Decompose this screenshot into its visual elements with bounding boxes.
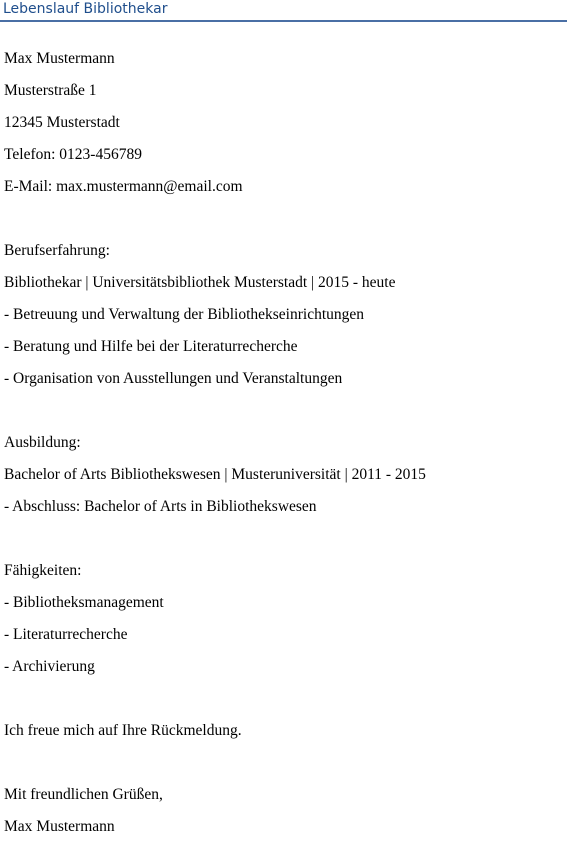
education-heading: Ausbildung: [4, 434, 81, 451]
experience-heading: Berufserfahrung: [4, 242, 110, 259]
spacer [4, 529, 560, 561]
contact-city: 12345 Musterstadt [4, 114, 120, 131]
contact-email: E-Mail: max.mustermann@email.com [4, 178, 243, 195]
experience-item: - Organisation von Ausstellungen und Veranstaltungen [4, 370, 343, 387]
contact-name: Max Mustermann [4, 50, 115, 67]
closing-greeting: Mit freundlichen Grüßen, [4, 786, 163, 803]
document-title: Lebenslauf Bibliothekar [3, 1, 168, 17]
closing-text: Ich freue mich auf Ihre Rückmeldung. [4, 722, 242, 739]
experience-position: Bibliothekar | Universitätsbibliothek Musterstadt | 2015 - heute [4, 274, 396, 291]
education-degree: Bachelor of Arts Bibliothekswesen | Musteruniversität | 2011 - 2015 [4, 466, 426, 483]
spacer [4, 753, 560, 785]
document-body [4, 49, 560, 849]
contact-street: Musterstraße 1 [4, 82, 97, 99]
experience-item: - Beratung und Hilfe bei der Literaturrecherche [4, 338, 298, 355]
skills-item: - Literaturrecherche [4, 626, 128, 643]
contact-phone: Telefon: 0123-456789 [4, 146, 142, 163]
education-item: - Abschluss: Bachelor of Arts in Bibliothekswesen [4, 498, 317, 515]
spacer [4, 401, 560, 433]
signature-name: Max Mustermann [4, 818, 115, 835]
skills-heading: Fähigkeiten: [4, 562, 82, 579]
skills-item: - Archivierung [4, 658, 95, 675]
document-header [0, 0, 567, 22]
spacer [4, 689, 560, 721]
skills-item: - Bibliotheksmanagement [4, 594, 164, 611]
experience-item: - Betreuung und Verwaltung der Bibliothekseinrichtungen [4, 306, 365, 323]
spacer [4, 209, 560, 241]
